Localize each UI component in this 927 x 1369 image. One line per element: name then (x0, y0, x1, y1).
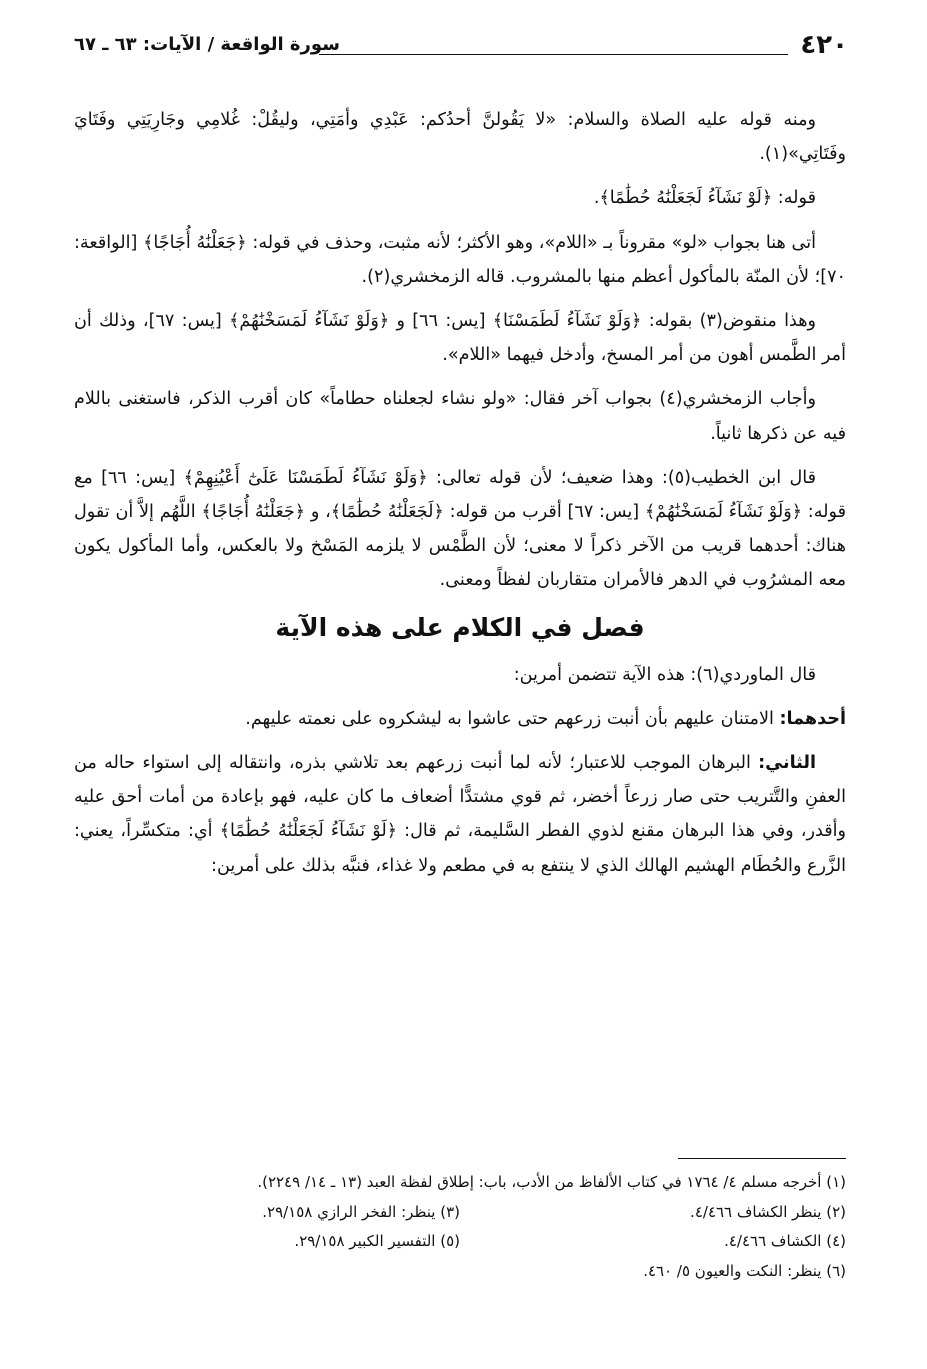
paragraph-4: وهذا منقوض(٣) بقوله: ﴿وَلَوْ نَشَآءُ لَطَمَسْنَا﴾ [يس: ٦٦] و ﴿وَلَوْ نَشَآءُ لَمَسَخْنَٰهُمْ﴾ [يس: ٦٧]، وذلك أن أمر الطَّمس أهون من أمر المسخ، وأدخل فيهما «اللام». (74, 311, 846, 366)
footnote-2: (٢) ينظر الكشاف ٤/٤٦٦. (690, 1202, 846, 1221)
paragraph-7: قال الماوردي(٦): هذه الآية تتضمن أمرين: (513, 664, 816, 685)
page-number: ٤٢٠ (800, 30, 848, 60)
footnote-1: (١) أخرجه مسلم ٤/ ١٧٦٤ في كتاب الألفاظ من الأدب، باب: إطلاق لفظة العبد (١٣ ـ ١٤/ ٢٢٤٩). (257, 1173, 846, 1191)
header-rule (319, 54, 788, 55)
footnote-4: (٤) الكشاف ٤/٤٦٦. (724, 1232, 846, 1250)
paragraph-8 (74, 702, 846, 736)
paragraph-3: أتى هنا بجواب «لو» مقروناً بـ «اللام»، وهو الأكثر؛ لأنه مثبت، وحذف في قوله: ﴿جَعَلْنَٰهُ أُجَاجًا﴾ [الواقعة: ٧٠]؛ لأن المنّة بالمأكول أعظم منها بالمشروب. قاله الزمخشري(٢). (74, 232, 846, 287)
paragraph-5: وأجاب الزمخشري(٤) بجواب آخر فقال: «ولو نشاء لجعلناه حطاماً» كان أقرب الذكر، فاستغنى باللام فيه عن ذكرها ثانياً. (74, 389, 846, 444)
paragraph-9 (74, 746, 846, 883)
footnote-5: (٥) التفسير الكبير ٢٩/١٥٨. (294, 1232, 460, 1250)
footnote-row (74, 1227, 846, 1257)
paragraph-8-text: الامتنان عليهم بأن أنبت زرعهم حتى عاشوا به ليشكروه على نعمته عليهم. (245, 708, 780, 729)
footnote-row (74, 1198, 846, 1228)
footnotes (74, 1168, 846, 1286)
paragraph-2: قوله: ﴿لَوْ نَشَآءُ لَجَعَلْنَٰهُ حُطَٰمًا﴾. (593, 188, 816, 209)
paragraph-8-lead: أحدهما: (779, 708, 846, 729)
paragraph-1: ومنه قوله عليه الصلاة والسلام: «لا يَقُولنَّ أحدُكم: عَبْدِي وأمَتِي، وليقُلْ: غُلامِي وجَارِيَتِي وفَتَايَ وفَتَاتِي»(١). (74, 110, 846, 165)
footnote-rule (678, 1158, 846, 1159)
paragraph-6: قال ابن الخطيب(٥): وهذا ضعيف؛ لأن قوله تعالى: ﴿وَلَوْ نَشَآءُ لَطَمَسْنَا عَلَىٰٓ أَعْيُنِهِمْ﴾ [يس: ٦٦] مع قوله: ﴿وَلَوْ نَشَآءُ لَمَسَخْنَٰهُمْ﴾ [يس: ٦٧] أقرب من قوله: ﴿لَجَعَلْنَٰهُ حُطَٰمًا﴾، و ﴿جَعَلْنَٰهُ أُجَاجًا﴾ اللَّهُم إلاَّ أن تقول هناك: أحدهما قريب من الآخر ذكراً لا معنى؛ لأن الطَّمْس لا يلزمه المَسْخ ولا بالعكس، وأما المأكول يكون معه المشرُوب في الدهر فالأمران متقاربان لفظاً ومعنى. (74, 467, 846, 591)
page-header (74, 30, 848, 64)
footnote-3: (٣) ينظر: الفخر الرازي ٢٩/١٥٨. (262, 1202, 460, 1221)
footnote-6: (٦) ينظر: النكت والعيون ٥/ ٤٦٠. (643, 1261, 846, 1280)
paragraph-9-text: البرهان الموجب للاعتبار؛ لأنه لما أنبت زرعهم بعد تلاشي بذره، وانتقاله إلى استواء حاله من العفنِ والتَّتريب حتى صار زرعاً أخضر، ثم قوي مشتدًّا أضعاف ما كان عليه، فهو بإعادة من أمات أحق عليه وأقدر، وفي هذا البرهان مقنع لذوي الفطر السَّليمة، ثم قال: ﴿لَوْ نَشَآءُ لَجَعَلْنَٰهُ حُطَٰمًا﴾ أي: متكسِّراً، يعني: الزَّرع والحُطَام الهشيم الهالك الذي لا ينتفع به في مطعم ولا غذاء، فنبَّه بذلك على أمرين: (74, 753, 846, 876)
paragraph-9-lead: الثاني: (758, 753, 816, 774)
running-title: سورة الواقعة / الآيات: ٦٣ ـ ٦٧ (74, 34, 340, 55)
main-text (74, 103, 846, 893)
section-heading: فصل في الكلام على هذه الآية (275, 612, 645, 642)
